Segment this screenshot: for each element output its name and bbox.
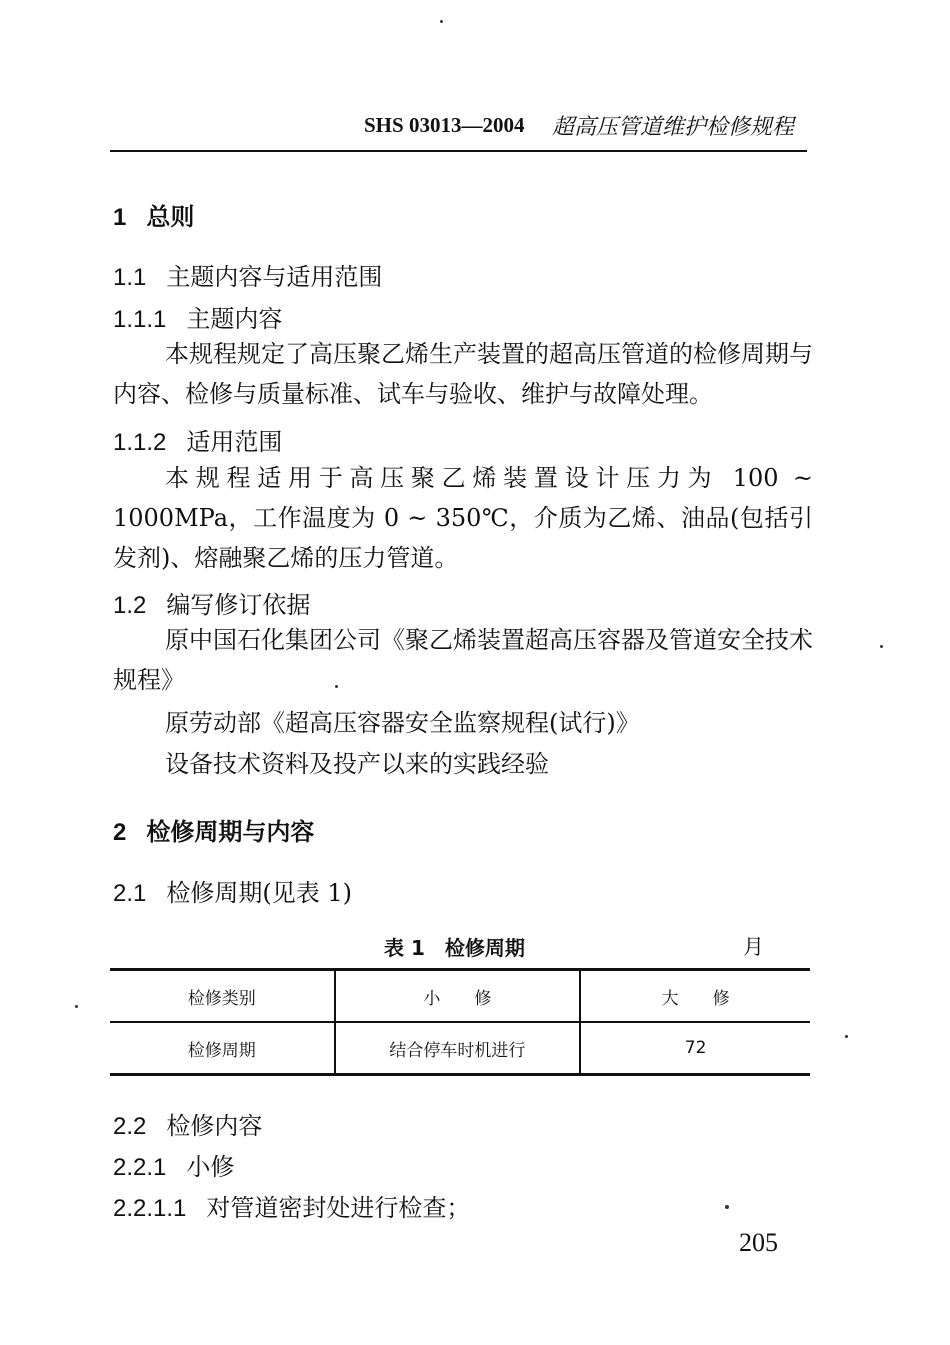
- table-cell: 检修周期: [110, 1022, 335, 1075]
- header-rule: [110, 150, 807, 152]
- section-1-1-heading: [113, 257, 382, 292]
- table-header-cell: 检修类别: [110, 970, 335, 1023]
- section-number: 2.2: [113, 1113, 147, 1140]
- section-number: 1.1: [113, 264, 147, 291]
- section-number: 2: [113, 819, 127, 846]
- section-number: 2.2.1.1: [113, 1195, 187, 1222]
- section-title: 主题内容与适用范围: [166, 263, 383, 291]
- table-caption: 表 1 检修周期: [384, 936, 525, 960]
- scan-speck: [335, 685, 338, 688]
- section-2-2-1-heading: [113, 1147, 234, 1182]
- scan-speck: [725, 1205, 729, 1209]
- section-1-1-1-heading: [113, 299, 282, 334]
- section-title: 编写修订依据: [166, 591, 311, 619]
- section-title: 总则: [146, 203, 195, 231]
- section-1-1-2-body: 本规程适用于高压聚乙烯装置设计压力为 100 ~ 1000MPa，工作温度为 0 ~ 350℃，介质为乙烯、油品(包括引发剂)、熔融聚乙烯的压力管道。: [113, 464, 813, 572]
- table-header-cell: 大 修: [580, 970, 810, 1023]
- reference-item: 原中国石化集团公司《聚乙烯装置超高压容器及管道安全技术规程》: [113, 626, 813, 694]
- table-cell: 结合停车时机进行: [335, 1022, 581, 1075]
- reference-item: 原劳动部《超高压容器安全监察规程(试行)》: [165, 709, 640, 737]
- table-header-row: [110, 970, 810, 1023]
- section-number: 1.2: [113, 592, 147, 619]
- section-1-1-1-body: 本规程规定了高压聚乙烯生产装置的超高压管道的检修周期与内容、检修与质量标准、试车与验收、维护与故障处理。: [113, 340, 813, 408]
- section-2-2-heading: [113, 1106, 262, 1141]
- section-title: 检修周期与内容: [146, 818, 315, 846]
- scan-speck: [845, 1035, 848, 1038]
- section-1-2-heading: [113, 585, 310, 620]
- table-header-cell: 小 修: [335, 970, 581, 1023]
- page-number: 205: [739, 1228, 778, 1257]
- header-code: SHS 03013—2004: [364, 113, 525, 137]
- section-title: 小修: [186, 1153, 235, 1181]
- maintenance-period-table: [110, 968, 810, 1076]
- section-title: 主题内容: [186, 305, 283, 333]
- section-title: 检修内容: [166, 1112, 263, 1140]
- section-title: 检修周期(见表 1): [166, 879, 352, 907]
- section-number: 1.1.1: [113, 306, 167, 333]
- scan-speck: [880, 645, 883, 648]
- scan-speck: [440, 20, 443, 23]
- section-title: 适用范围: [186, 428, 283, 456]
- table-unit: 月: [743, 935, 764, 959]
- scan-speck: [75, 1005, 78, 1008]
- reference-item: 设备技术资料及投产以来的实践经验: [165, 750, 549, 778]
- section-title: 对管道密封处进行检查；: [206, 1194, 471, 1222]
- section-2-2-1-1-heading: [113, 1188, 470, 1223]
- header-title: 超高压管道维护检修规程: [552, 115, 795, 140]
- section-number: 2.1: [113, 880, 147, 907]
- section-2-1-heading: [113, 873, 352, 908]
- section-1-1-2-heading: [113, 422, 282, 457]
- table-cell: 72: [580, 1022, 810, 1075]
- section-number: 1: [113, 204, 127, 231]
- section-2-heading: [113, 812, 314, 847]
- table-row: [110, 1022, 810, 1075]
- section-number: 1.1.2: [113, 429, 167, 456]
- section-number: 2.2.1: [113, 1154, 167, 1181]
- section-1-heading: [113, 197, 194, 232]
